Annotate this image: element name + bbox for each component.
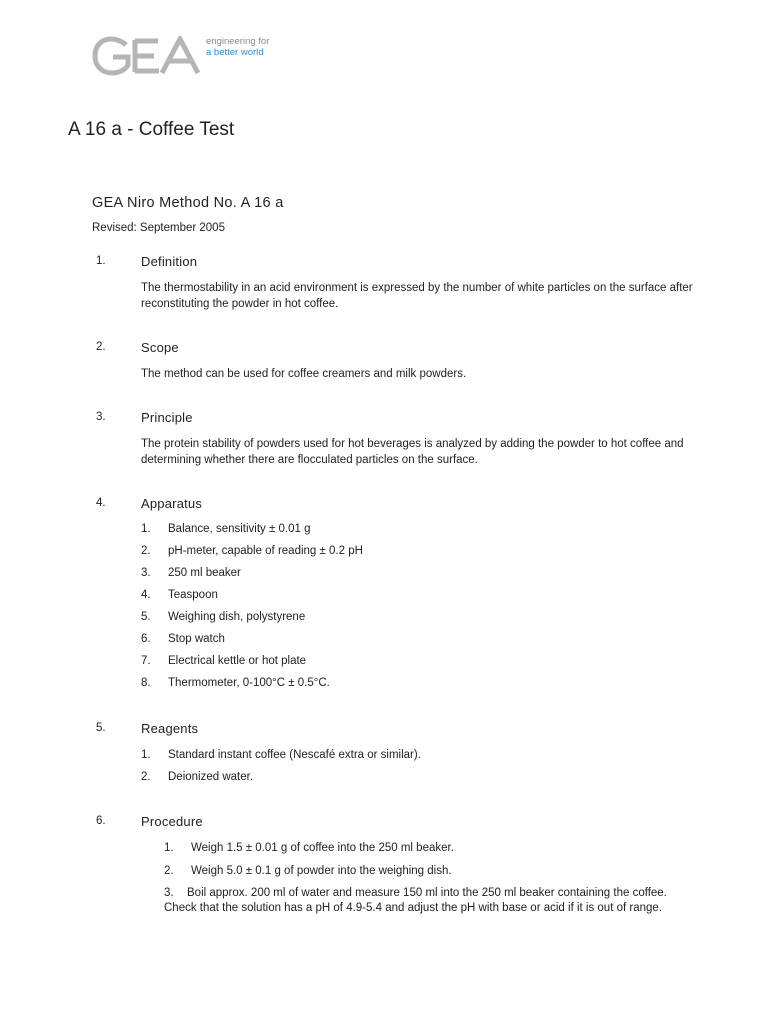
section-number: 4.	[96, 497, 106, 509]
list-item: 8. Thermometer, 0-100°C ± 0.5°C.	[141, 677, 330, 689]
section-number: 5.	[96, 722, 106, 734]
section-text-principle: The protein stability of powders used for hot beverages is analyzed by adding the powder to hot coffee and determining whether there are flocculated particles on the surface.	[141, 438, 684, 466]
list-item: 5. Weighing dish, polystyrene	[141, 611, 306, 623]
list-item: 1. Standard instant coffee (Nescafé extra or similar).	[141, 749, 421, 761]
list-item: 6. Stop watch	[141, 633, 225, 645]
list-item: 3. 250 ml beaker	[141, 567, 241, 579]
section-heading-definition: Definition	[141, 254, 198, 269]
section-heading-apparatus: Apparatus	[141, 496, 203, 511]
method-number: GEA Niro Method No. A 16 a	[92, 195, 284, 211]
section-heading-principle: Principle	[141, 410, 193, 425]
procedure-step-note: Check that the solution has a pH of 4.9-5.4 and adjust the pH with base or acid if it is out of range.	[164, 901, 662, 914]
section-heading-reagents: Reagents	[141, 721, 199, 736]
list-item: 2. pH-meter, capable of reading ± 0.2 pH	[141, 545, 363, 557]
procedure-step: 3. Boil approx. 200 ml of water and measure 150 ml into the 250 ml beaker containing the coffee. Check that the solution has a pH of 4.9-5.4 and adjust the pH with base or acid if it is out of range.	[164, 887, 667, 914]
section-number: 1.	[96, 255, 106, 267]
gea-wordmark-icon	[92, 36, 204, 76]
list-item: 1. Balance, sensitivity ± 0.01 g	[141, 523, 311, 535]
section-text-scope: The method can be used for coffee creamers and milk powders.	[141, 368, 467, 380]
list-item: 4. Teaspoon	[141, 589, 218, 601]
gea-logo	[92, 34, 292, 76]
list-item: 7. Electrical kettle or hot plate	[141, 655, 307, 667]
procedure-step: 1. Weigh 1.5 ± 0.01 g of coffee into the 250 ml beaker.	[164, 842, 454, 854]
procedure-step: 2. Weigh 5.0 ± 0.1 g of powder into the weighing dish.	[164, 865, 452, 877]
tagline-line2: a better world	[206, 47, 264, 58]
list-item: 2. Deionized water.	[141, 771, 254, 783]
section-number: 2.	[96, 341, 106, 353]
section-number: 3.	[96, 411, 106, 423]
section-heading-scope: Scope	[141, 340, 179, 355]
revision-date: Revised: September 2005	[92, 222, 225, 234]
tagline-line1: engineering for	[206, 36, 270, 47]
section-heading-procedure: Procedure	[141, 814, 203, 829]
section-number: 6.	[96, 815, 106, 827]
page-title: A 16 a - Coffee Test	[68, 119, 235, 140]
section-text-definition: The thermostability in an acid environment is expressed by the number of white particles on the surface after reconstituting the powder in hot coffee.	[141, 282, 693, 310]
logo-tagline	[206, 36, 269, 58]
